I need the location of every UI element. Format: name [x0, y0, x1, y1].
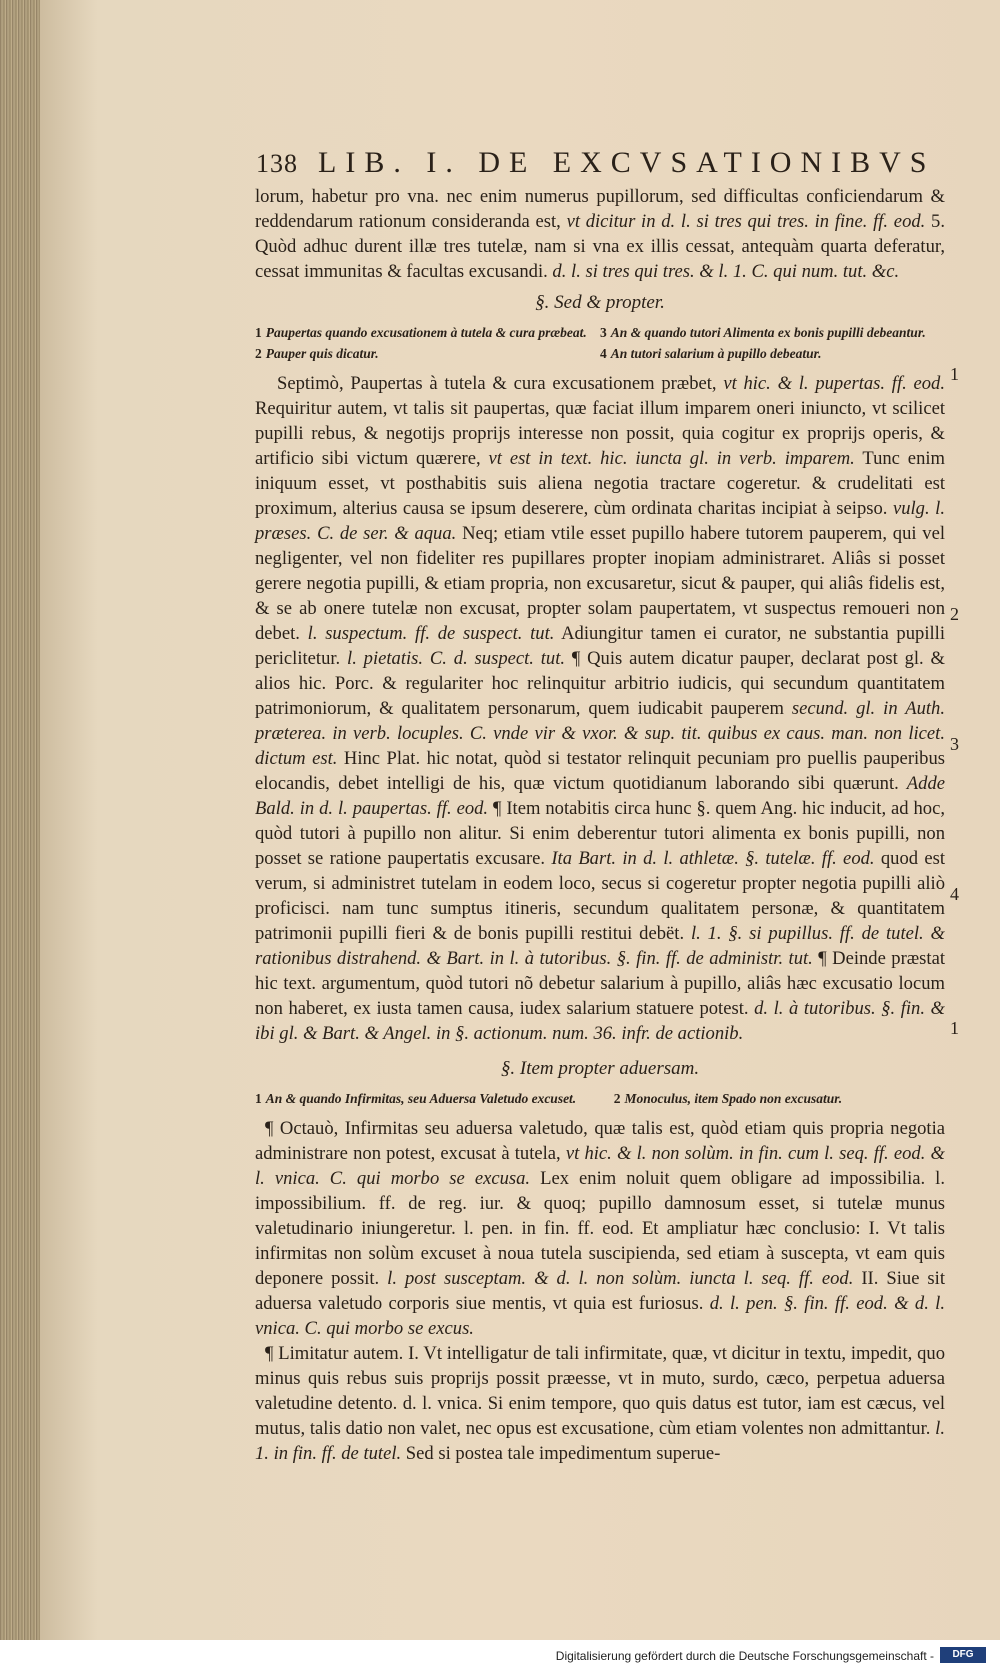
running-header: [256, 146, 936, 186]
section-summary: [255, 323, 945, 365]
margin-number: 4: [950, 884, 959, 904]
main-text: [255, 184, 945, 1466]
summary-item: 1 Paupertas quando excusationem à tutela & cura præbeat.: [255, 325, 587, 340]
summary-item: 3 An & quando tutori Alimenta ex bonis pupilli debeantur.: [600, 325, 926, 340]
paragraph: ¶ Limitatur autem. I. Vt intelligatur de tali infirmitate, quæ, vt dicitur in textu, impedit, quo minus quis rebus suis proprijs possit præesse, vt in muto, surdo, cæco, perpetua aduersa valetudine detento. d. l. vnica. Si enim tempore, quo quis datus est tutor, iam est cæcus, vel mutus, talis datio non valet, nec opus est excusatione, cùm etiam volentes non admittantur. l. 1. in fin. ff. de tutel. Sed si postea tale impedimentum superue-: [255, 1343, 945, 1464]
section-summary: [255, 1089, 945, 1110]
paragraph-continuation: [255, 184, 945, 284]
page-number: 138: [256, 149, 298, 178]
citation: d. l. si tres qui tres. & l. 1. C. qui num. tut. &c.: [547, 261, 900, 282]
margin-number: 1: [950, 364, 959, 384]
summary-item: 4 An tutori salarium à pupillo debeatur.: [600, 346, 822, 361]
digitization-footer: [0, 1640, 1000, 1670]
citation: vt dicitur in d. l. si tres qui tres. in fine. ff. eod.: [560, 211, 926, 232]
section-heading: §. Item propter aduersam.: [500, 1058, 700, 1079]
summary-item: 2 Pauper quis dicatur.: [255, 346, 379, 361]
funding-note: Digitalisierung gefördert durch die Deutsche Forschungsgemeinschaft -: [555, 1649, 934, 1663]
text-run: lorum, habetur pro vna. nec enim numerus pupillorum, sed difficultas conficiendarum & reddendarum rationum consideranda est,: [255, 186, 945, 232]
margin-number: 1: [950, 1018, 959, 1038]
text-run: 5. Quòd adhuc durent illæ tres tutelæ, nam si vna ex illis cessat, antequàm quarta deferatur, cessat immunitas & facultas excusandi.: [255, 211, 945, 282]
summary-item: 2 Monoculus, item Spado non excusatur.: [613, 1091, 843, 1106]
section-heading: §. Sed & propter.: [535, 292, 665, 313]
running-title: LIB. I. DE EXCVSATIONIBVS: [318, 146, 936, 179]
paragraph: Septimò, Paupertas à tutela & cura excusationem præbet, vt hic. & l. pupertas. ff. eod. Requiritur autem, vt talis sit paupertas, quæ faciat illum imparem oneri iniuncto, vt scilicet pupilli rebus, & negotijs proprijs interesse non possit, quia cogitur ex proprijs operis, & artificio sibi victum quærere, vt est in text. hic. iuncta gl. in verb. imparem. Tunc enim iniquum esset, vt posthabitis suis aliena negotia tractare cogeretur. & crudelitati est proximum, alterius causa se ipsum deserere, cùm ordinata charitas incipiat à seipso. vulg. l. præses. C. de ser. & aqua. Neq; etiam vtile esset pupillo habere tutorem pauperem, qui vel negligenter, vel non fideliter res pupillares propter inopiam administraret. Aliâs si posset gerere negotia pupilli, & etiam propria, non excusaretur, sicut & pauper, qui aliâs fidelis est, & se ab onere tutelæ non excusat, propter solam paupertatem, vt suspectus remoueri non debet. l. suspectum. ff. de suspect. tut. Adiungitur tamen ei curator, ne substantia pupilli periclitetur. l. pietatis. C. d. suspect. tut. ¶ Quis autem dicatur pauper, declarat post gl. & alios hic. Porc. & regulariter hoc relinquitur arbitrio iudicis, qui secundum quantitatem patrimoniorum, & qualitatem personarum, quem iudicabit pauperem secund. gl. in Auth. præterea. in verb. locuples. C. vnde vir & vxor. & sup. tit. quibus ex caus. man. non licet. dictum est. Hinc Plat. hic notat, quòd si testator relinquit pecuniam pro puellis pauperibus elocandis, debet intelligi de his, quæ victum quotidianum laborando sibi quærunt. Adde Bald. in d. l. paupertas. ff. eod. ¶ Item notabitis circa hunc §. quem Ang. hic inducit, ad hoc, quòd tutori à pupillo non alitur. Si enim deberentur tutori alimenta ex bonis pupilli, non posset se ratione paupertatis excusare. Ita Bart. in d. l. athletæ. §. tutelæ. ff. eod. quod est verum, si administret tutelam in eodem loco, secus si cogeretur propter negotia pupilli aliò proficisci. nam tunc sumptus itineris, secundum qualitatem personæ, & quantitatem patrimonii pupilli fieri & de bonis pupilli restitui debët. l. 1. §. si pupillus. ff. de tutel. & rationibus distrahend. & Bart. in l. à tutoribus. §. fin. ff. de administr. tut. ¶ Deinde præstat hic text. argumentum, quòd tutori nõ debetur salarium à pupillo, aliâs hæc excusatio locum non haberet, ex iusta tamen causa, iudex salarium statuere potest. d. l. à tutoribus. §. fin. & ibi gl. & Bart. & Angel. in §. actionum. num. 36. infr. de actionib.: [255, 373, 946, 1044]
summary-item: 1 An & quando Infirmitas, seu Aduersa Valetudo excuset.: [255, 1091, 577, 1106]
margin-number: 3: [950, 734, 959, 754]
margin-number: 2: [950, 604, 959, 624]
paragraph: ¶ Octauò, Infirmitas seu aduersa valetudo, quæ talis est, quòd etiam quis propria negotia administrare non potest, excusat à tutela, vt hic. & l. non solùm. in fin. cum l. seq. ff. eod. & l. vnica. C. qui morbo se excusa. Lex enim noluit quem obligare ad impossibilia. l. impossibilium. ff. de reg. iur. & quoq; pupillo damnosum esset, si tutelæ munus valetudinario iniungeretur. l. pen. in fin. ff. eod. Et ampliatur hæc conclusio: I. Vt talis infirmitas non solùm excuset à noua tutela suscipienda, sed etiam à suscepta, vt eam quis deponere possit. l. post susceptam. & d. l. non solùm. iuncta l. seq. ff. eod. II. Siue sit aduersa valetudo corporis siue mentis, vt quia est furiosus. d. l. pen. §. fin. ff. eod. & d. l. vnica. C. qui morbo se excus.: [255, 1118, 946, 1339]
book-page: [40, 0, 1000, 1640]
dfg-logo: DFG: [940, 1647, 986, 1663]
